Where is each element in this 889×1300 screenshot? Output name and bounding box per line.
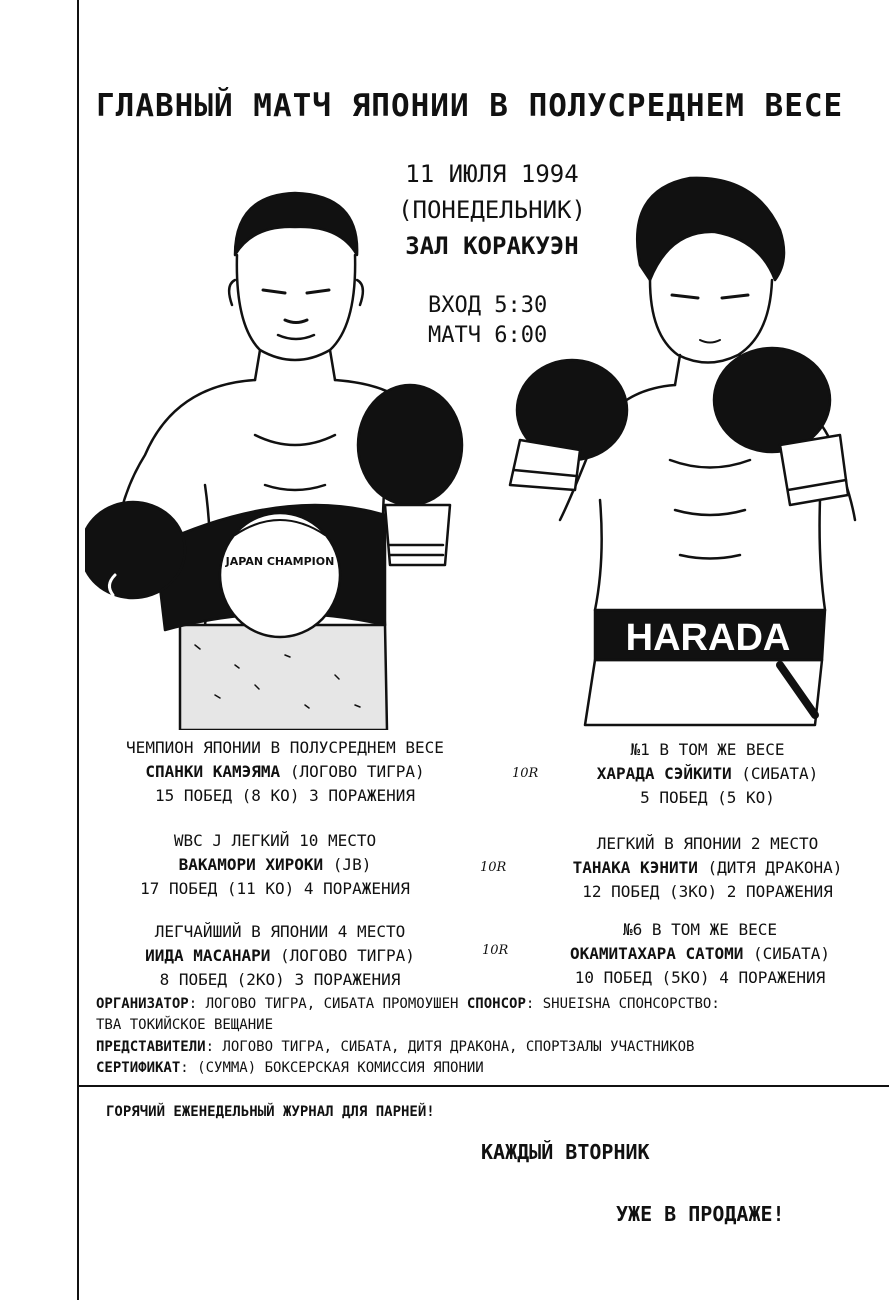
fighter-record: 15 ПОБЕД (8 КО) 3 ПОРАЖЕНИЯ: [154, 786, 416, 805]
fighter-title: ЛЕГКИЙ В ЯПОНИИ 2 МЕСТО: [596, 834, 819, 853]
organizer-value: : ЛОГОВО ТИГРА, СИБАТА ПРОМОУШЕН: [188, 996, 467, 1012]
event-venue: ЗАЛ КОРАКУЭН: [405, 232, 579, 260]
harada-illustration: [500, 170, 880, 730]
bout3-rounds: 10R: [482, 943, 509, 958]
bout2-rounds: 10R: [480, 860, 507, 875]
fighter-record: 8 ПОБЕД (2КО) 3 ПОРАЖЕНИЯ: [159, 970, 401, 989]
fighter-title: №6 В ТОМ ЖЕ ВЕСЕ: [622, 920, 778, 939]
fighter-name: ИИДА МАСАНАРИ: [145, 946, 271, 965]
belt-text: JAPAN CHAMPION: [225, 555, 335, 568]
bout1-left: [90, 736, 480, 808]
match-time: МАТЧ 6:00: [428, 323, 548, 348]
reps-value: : ЛОГОВО ТИГРА, СИБАТА, ДИТЯ ДРАКОНА, СПОРТЗАЛЫ УЧАСТНИКОВ: [205, 1039, 695, 1055]
fighter-gym: (СИБАТА): [741, 764, 819, 783]
cert-line: [96, 1058, 484, 1079]
fighter-record: 17 ПОБЕД (11 КО) 4 ПОРАЖЕНИЯ: [140, 879, 410, 898]
bout2-left: [70, 829, 480, 901]
fighter-record: 12 ПОБЕД (3КО) 2 ПОРАЖЕНИЯ: [582, 882, 833, 901]
fighter-record: 10 ПОБЕД (5КО) 4 ПОРАЖЕНИЯ: [574, 968, 826, 987]
sponsor-label: СПОНСОР: [466, 996, 526, 1012]
fighter-title: ЧЕМПИОН ЯПОНИИ В ПОЛУСРЕДНЕМ ВЕСЕ: [126, 738, 444, 757]
promo-line1: ГОРЯЧИЙ ЕЖЕНЕДЕЛЬНЫЙ ЖУРНАЛ ДЛЯ ПАРНЕЙ!: [106, 1104, 435, 1120]
poster-title: ГЛАВНЫЙ МАТЧ ЯПОНИИ В ПОЛУСРЕДНЕМ ВЕСЕ: [96, 88, 844, 124]
organizer-line: [96, 994, 720, 1015]
sponsor-cont-line: ТВА ТОКИЙСКОЕ ВЕЩАНИЕ: [96, 1017, 274, 1033]
bout1-rounds: 10R: [512, 766, 539, 781]
bout2-right: [515, 832, 889, 904]
fighter-gym: (ЛОГОВО ТИГРА): [289, 762, 425, 781]
page-border-line: [77, 0, 79, 1300]
fighter-name: ХАРАДА СЭЙКИТИ: [596, 764, 732, 783]
trunks-text: HARADA: [625, 617, 791, 659]
bout3-right: [510, 918, 889, 990]
bout1-right: [515, 738, 889, 810]
cert-label: СЕРТИФИКАТ: [96, 1060, 181, 1076]
fighter-gym: (СИБАТА): [752, 944, 831, 963]
event-weekday: (ПОНЕДЕЛЬНИК): [398, 196, 586, 224]
fighter-gym: (JB): [332, 855, 372, 874]
champion-illustration: [85, 185, 480, 730]
fighter-name: ВАКАМОРИ ХИРОКИ: [178, 855, 324, 874]
fighter-name: СПАНКИ КАМЭЯМА: [145, 762, 281, 781]
fighter-title: №1 В ТОМ ЖЕ ВЕСЕ: [630, 740, 785, 759]
fighter-name: ТАНАКА КЭНИТИ: [572, 858, 698, 877]
reps-label: ПРЕДСТАВИТЕЛИ: [96, 1039, 206, 1055]
fighter-title: ЛЕГЧАЙШИЙ В ЯПОНИИ 4 МЕСТО: [154, 922, 406, 941]
fighter-gym: (ДИТЯ ДРАКОНА): [707, 858, 843, 877]
event-date: 11 ИЮЛЯ 1994: [405, 160, 579, 188]
cert-value: : (СУММА) БОКСЕРСКАЯ КОМИССИЯ ЯПОНИИ: [180, 1060, 484, 1076]
fighter-name: ОКАМИТАХАРА САТОМИ: [569, 944, 744, 963]
fighter-title: WBC J ЛЕГКИЙ 10 МЕСТО: [173, 831, 377, 850]
promo-line3: УЖЕ В ПРОДАЖЕ!: [616, 1202, 785, 1226]
sponsor-value: : SHUEISHA СПОНСОРСТВО:: [525, 996, 720, 1012]
section-divider: [79, 1085, 889, 1087]
promo-line2: КАЖДЫЙ ВТОРНИК: [481, 1140, 650, 1164]
fighter-record: 5 ПОБЕД (5 КО): [640, 788, 775, 807]
bout3-left: [80, 920, 480, 992]
fighter-gym: (ЛОГОВО ТИГРА): [280, 946, 415, 965]
reps-line: [96, 1037, 694, 1058]
organizer-label: ОРГАНИЗАТОР: [96, 996, 189, 1012]
entry-time: ВХОД 5:30: [428, 293, 548, 318]
